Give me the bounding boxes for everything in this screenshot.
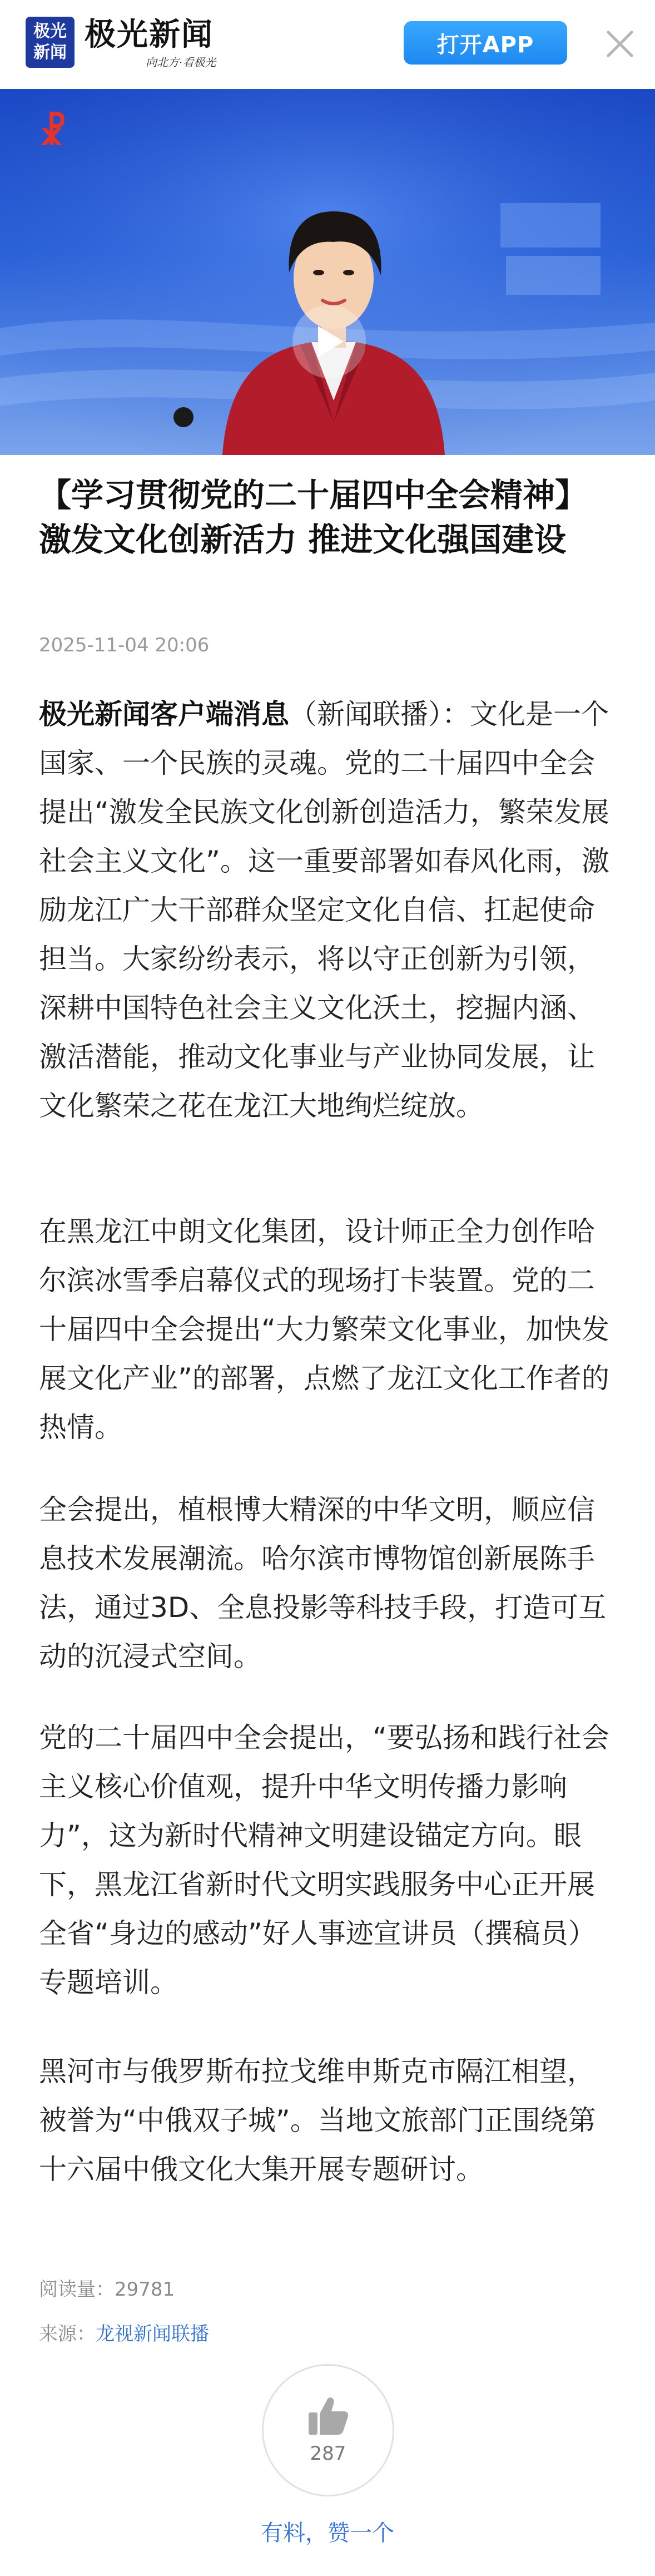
thumbs-up-icon	[307, 2396, 349, 2436]
article-paragraph-2: 在黑龙江中朗文化集团，设计师正全力创作哈尔滨冰雪季启幕仪式的现场打卡装置。党的二十届四中全会提出“大力繁荣文化事业，加快发展文化产业”的部署，点燃了龙江文化工作者的热情。	[39, 1215, 609, 1443]
logo-text-line1: 极光	[33, 22, 67, 41]
like-button[interactable]	[262, 2364, 394, 2496]
read-count-row	[39, 2274, 175, 2301]
open-app-button[interactable]: 打开APP	[404, 21, 567, 65]
logo-text-line2: 新闻	[33, 43, 67, 62]
article-paragraph-1	[39, 690, 617, 1130]
lead-source: 极光新闻客户端消息	[39, 698, 289, 730]
paragraph-1-text: （新闻联播）：文化是一个国家、一个民族的灵魂。党的二十届四中全会提出“激发全民族文化创新创造活力，繁荣发展社会主义文化”。这一重要部署如春风化雨，激励龙江广大干部群众坚定文化自信、扛起使命担当。大家纷纷表示，将以守正创新为引领，深耕中国特色社会主义文化沃土，挖掘内涵、激活潜能，推动文化事业与产业协同发展，让文化繁荣之花在龙江大地绚烂绽放。	[39, 698, 609, 1122]
channel-logo	[39, 111, 67, 154]
like-prompt[interactable]: 有料，赞一个	[261, 2520, 394, 2546]
video-player[interactable]	[0, 89, 655, 455]
app-slogan: 向北方·看极光	[146, 56, 216, 69]
article-title: 【学习贯彻党的二十届四中全会精神】激发文化创新活力 推进文化强国建设	[39, 476, 588, 558]
close-icon[interactable]	[601, 24, 639, 63]
read-count-value: 29781	[115, 2278, 175, 2301]
article-paragraph-3: 全会提出，植根博大精深的中华文明，顺应信息技术发展潮流。哈尔滨市博物馆创新展陈手法，通过3D、全息投影等科技手段，打造可互动的沉浸式空间。	[39, 1494, 607, 1673]
video-frame-anchor	[0, 89, 655, 455]
source-label: 来源：	[39, 2323, 96, 2345]
top-app-banner	[0, 0, 655, 90]
article-paragraph-5: 黑河市与俄罗斯布拉戈维申斯克市隔江相望，被誉为“中俄双子城”。当地文旅部门正围绕第十六届中俄文化大集开展专题研讨。	[39, 2055, 596, 2186]
source-link[interactable]: 龙视新闻联播	[96, 2323, 209, 2345]
article-paragraph-4: 党的二十届四中全会提出，“要弘扬和践行社会主义核心价值观，提升中华文明传播力影响力”，这为新时代精神文明建设锚定方向。眼下，黑龙江省新时代文明实践服务中心正开展全省“身边的感动”好人事迹宣讲员（撰稿员）专题培训。	[39, 1722, 609, 1999]
svg-text:☧: ☧	[39, 112, 67, 154]
like-count: 287	[310, 2442, 346, 2465]
publish-date: 2025-11-04 20:06	[39, 634, 210, 656]
app-logo	[26, 17, 75, 68]
read-count-label: 阅读量：	[39, 2278, 115, 2301]
source-row	[39, 2318, 209, 2346]
app-name: 极光新闻	[85, 16, 214, 53]
play-icon[interactable]	[292, 305, 366, 378]
